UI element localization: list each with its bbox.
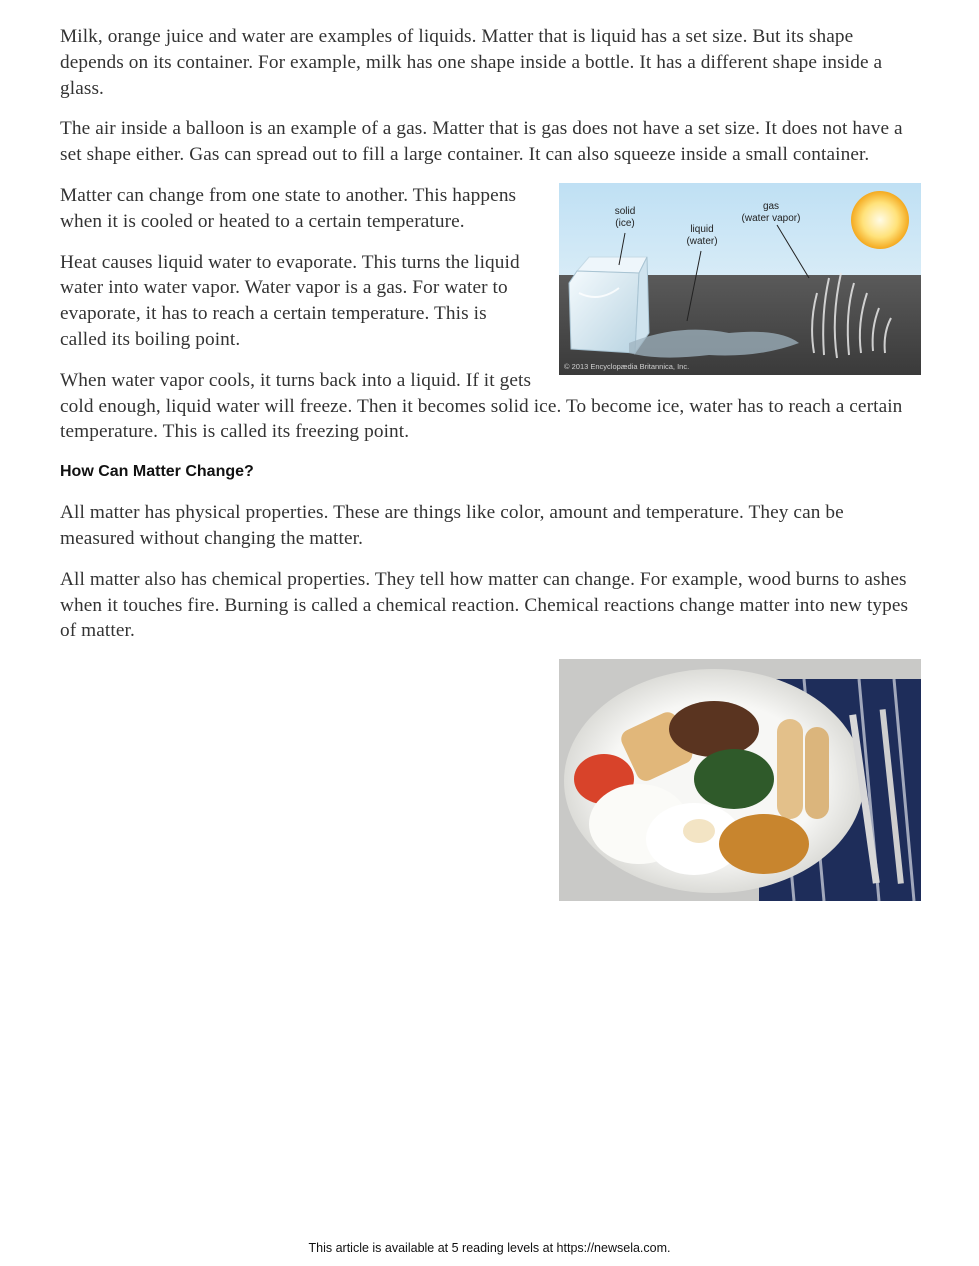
paragraph-liquids: Milk, orange juice and water are examples of liquids. Matter that is liquid has a set size. But its shape depends on its container. For example, milk has one shape inside a bottle. It has a different shape inside a glass.: [60, 26, 883, 99]
sun-icon: [851, 191, 909, 249]
spinach-icon: [694, 749, 774, 809]
paragraph-freeze: When water vapor cools, it turns back into a liquid. If it gets cold enough, liquid water will freeze. Then it becomes solid ice. To become ice, water has to reach a certain temperature. This is called its freezing point.: [60, 369, 903, 443]
paragraph-state-change: Matter can change from one state to another. This happens when it is cooled or heated to a certain temperature.: [60, 184, 517, 232]
ice-cube-icon: [569, 257, 649, 353]
sausage-icon: [777, 719, 803, 819]
label-gas: gas: [762, 200, 780, 212]
label-liquid: liquid: [690, 223, 714, 235]
mushrooms-icon: [669, 701, 759, 757]
states-of-matter-illustration: [559, 183, 921, 375]
article-body: [60, 24, 921, 901]
paragraph-evaporate: Heat causes liquid water to evaporate. This turns the liquid water into water vapor. Water vapor is a gas. For water to evaporate, it has to reach a certain temperature. This is called its boiling point.: [60, 251, 520, 350]
label-liquid-sub: (water): [686, 235, 718, 247]
label-gas-sub: (water vapor): [741, 212, 801, 224]
breakfast-plate-photo: [559, 659, 921, 901]
label-solid-sub: (ice): [615, 217, 635, 229]
section-heading: How Can Matter Change?: [60, 463, 254, 481]
footer-note: This article is available at 5 reading levels at https://newsela.com.: [308, 1241, 671, 1255]
paragraph-physical-properties: All matter has physical properties. These are things like color, amount and temperature. They can be measured without changing the matter.: [60, 502, 844, 549]
paragraph-chemical-properties: All matter also has chemical properties. They tell how matter can change. For example, wood burns to ashes when it touches fire. Burning is called a chemical reaction. Chemical reactions change matter into new types of matter.: [60, 568, 909, 642]
label-solid: solid: [614, 205, 636, 217]
paragraph-gas: The air inside a balloon is an example of a gas. Matter that is gas does not have a set size. It does not have a set shape either. Gas can spread out to fill a large container. It can also squeeze inside a small container.: [60, 118, 903, 166]
image-credit: © 2013 Encyclopædia Britannica, Inc.: [564, 361, 690, 371]
bread-icon: [719, 814, 809, 874]
